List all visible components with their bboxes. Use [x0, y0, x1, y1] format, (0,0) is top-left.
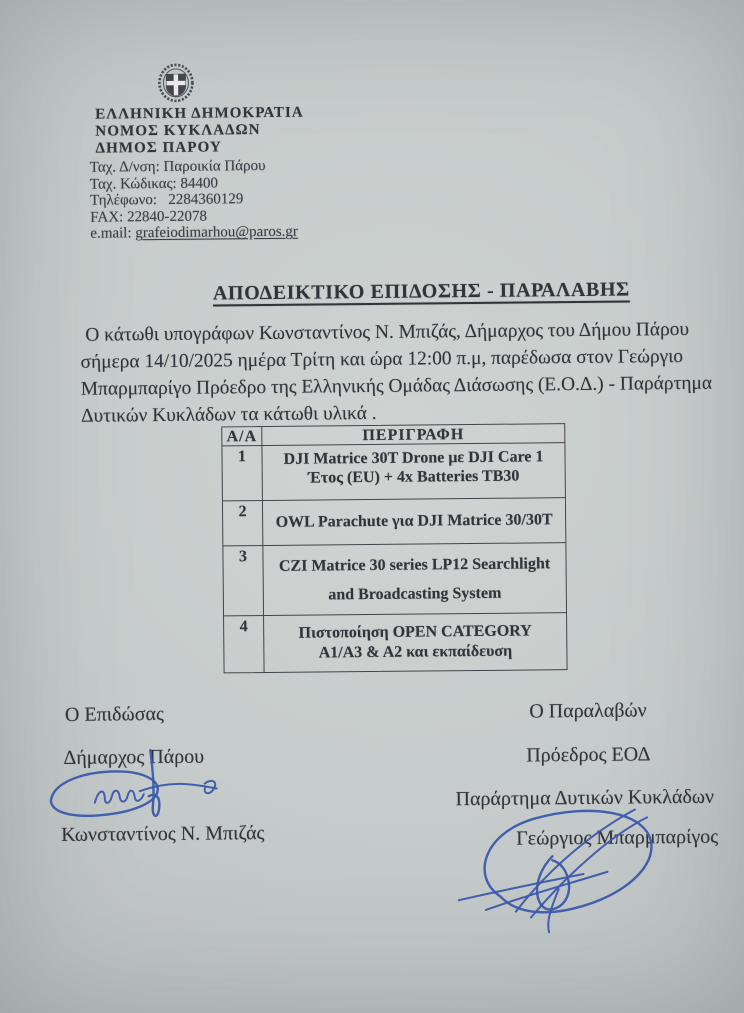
org-municipality: ΔΗΜΟΣ ΠΑΡΟΥ [95, 139, 222, 157]
body-paragraph [80, 316, 712, 430]
table-row [223, 497, 565, 545]
contact-fax: FAX: 22840-22078 [90, 208, 208, 226]
left-signature-ink [44, 747, 240, 829]
contact-address: Ταχ. Δ/νση: Παροικία Πάρου [89, 158, 266, 176]
greek-national-emblem-icon [156, 62, 196, 104]
right-signer-subtitle: Παράρτημα Δυτικών Κυκλάδων [455, 785, 715, 811]
contact-email-line [90, 224, 298, 243]
org-prefecture: ΝΟΜΟΣ ΚΥΚΛΑΔΩΝ [95, 122, 261, 140]
letterhead-org-block [95, 105, 304, 158]
right-signature-ink [455, 795, 671, 937]
items-table [221, 423, 567, 673]
row-description: Πιστοποίηση OPEN CATEGORY A1/A3 & A2 και εκπαίδευση [298, 622, 532, 662]
column-header-description: ΠΕΡΙΓΡΑΦΗ [362, 426, 465, 445]
row-description: DJI Matrice 30T Drone με DJI Care 1 Έτος (EU) + 4x Batteries TB30 [283, 448, 544, 487]
body-line: Ο κάτωθι υπογράφων Κωνσταντίνος Ν. Μπιζάς, Δήμαρχος του Δήμου Πάρου [85, 318, 690, 346]
row-index: 3 [223, 546, 264, 615]
email-label: e.mail: [90, 225, 136, 243]
document-title: ΑΠΟΔΕΙΚΤΙΚΟ ΕΠΙΔΟΣΗΣ - ΠΑΡΑΛΑΒΗΣ [212, 278, 630, 305]
body-line: Μπαρμπαρίγο Πρόεδρο της Ελληνικής Ομάδας Διάσωσης (Ε.Ο.Δ.) - Παράρτημα [80, 372, 713, 400]
row-index: 1 [222, 446, 263, 500]
left-signer-role: Ο Επιδώσας [64, 703, 164, 726]
right-signer-title: Πρόεδρος ΕΟΔ [526, 743, 651, 767]
table-row [224, 612, 567, 672]
contact-postal-code: Ταχ. Κώδικας: 84400 [89, 175, 219, 193]
left-signer-name: Κωνσταντίνος Ν. Μπιζάς [61, 822, 265, 846]
table-row [223, 542, 566, 615]
body-line: Δυτικών Κυκλάδων τα κάτωθι υλικά . [81, 402, 377, 427]
row-description: CZI Matrice 30 series LP12 Searchlight and Broadcasting System [278, 554, 551, 603]
table-header-row [222, 424, 564, 445]
column-header-index: Α/Α [222, 427, 262, 445]
org-country: ΕΛΛΗΝΙΚΗ ΔΗΜΟΚΡΑΤΙΑ [95, 104, 304, 123]
body-line: σήμερα 14/10/2025 ημέρα Τρίτη και ώρα 12:00 π.μ, παρέδωσα στον Γεώργιο [80, 346, 684, 373]
right-signer-role: Ο Παραλαβών [529, 699, 647, 723]
email-address: grafeiodimarhou@paros.gr [135, 224, 298, 242]
letterhead-contact-block [90, 158, 298, 243]
row-index: 4 [224, 616, 265, 672]
row-index: 2 [223, 501, 263, 545]
contact-phone: Τηλέφωνο: 2284360129 [89, 191, 244, 209]
row-description: OWL Parachute για DJI Matrice 30/30T [275, 511, 553, 531]
left-signer-title: Δήμαρχος Πάρου [63, 745, 205, 769]
table-row [222, 442, 565, 500]
right-signer-name: Γεώργιος Μπαρμπαρίγος [516, 825, 719, 850]
